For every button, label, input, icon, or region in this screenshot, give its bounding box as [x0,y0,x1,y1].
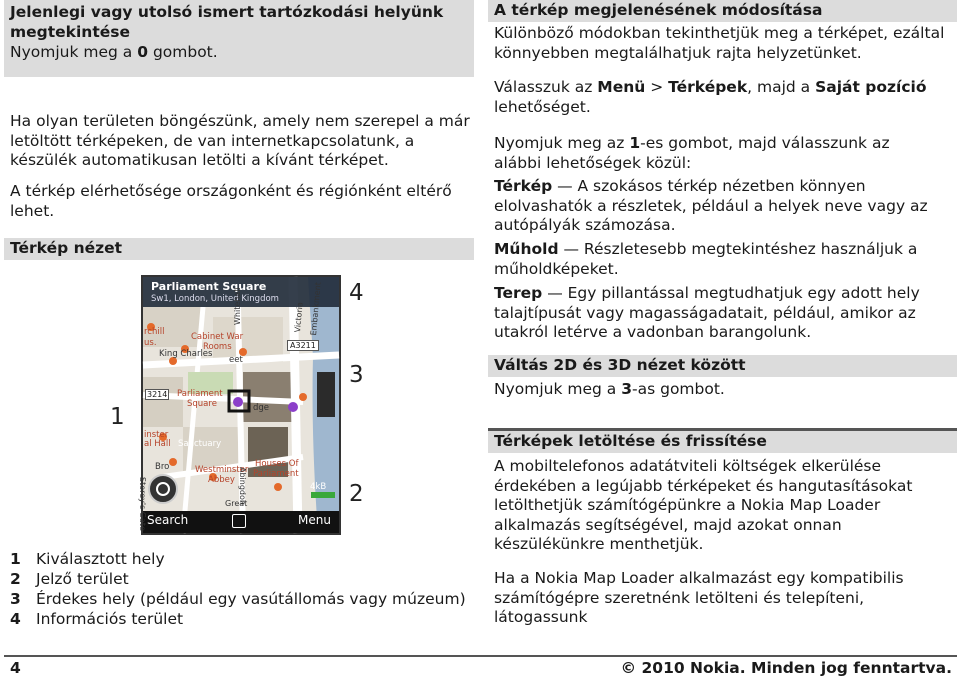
map-label-us: us. [144,338,157,348]
s1-select-instruction: Válasszuk az Menü > Térképek, majd a Saját pozíció lehetőséget. [494,78,927,116]
s2-header [488,355,957,377]
map-label-bro: Bro [155,462,170,472]
s1-title: A térkép megjelenésének módosítása [494,1,823,19]
s3-header [488,431,957,453]
map-label-abingdon: Abingdon [238,467,247,505]
s1-paragraph: Különböző módokban tekinthetjük meg a térképet, ezáltal könnyebben megtalálhatjuk rajta helyzetünket. [494,24,945,62]
copyright: © 2010 Nokia. Minden jog fenntartva. [620,659,952,677]
map-place-subtitle: Sw1, London, United Kingdom [151,294,279,304]
auto-download-paragraph: Ha olyan területen böngészünk, amely nem szerepel a már letöltött térképeken, de van internetkapcsolatunk, a készülék automatikusan letölti a kívánt térképet. [10,112,470,169]
map-label-embankment: Embankment [309,281,323,336]
callout-4: 4 [349,280,364,306]
map-label-sanctuary: Sanctuary [178,439,222,449]
map-label-westminster: Westminster [195,465,249,475]
map-label-dge: dge [253,403,270,413]
map-label-inster: inster [144,430,169,440]
s3-title: Térképek letöltése és frissítése [494,432,767,450]
map-screenshot [138,275,341,535]
map-view-title: Térkép nézet [10,239,123,257]
s3-paragraph-1: A mobiltelefonos adatátviteli költségek elkerülése érdekében a legújabb térképeket és hangutasításokat letölthetjük számítógépünkre a Nokia Map Loader alkalmazás segítségével, majd azokat onnan készülékünkre menthetjük. [494,457,913,553]
current-location-instruction: Nyomjuk meg a 0 gombot. [10,43,218,61]
map-label-cabinet: Cabinet War [191,332,244,342]
availability-paragraph: A térkép elérhetősége országonként és régiónként eltérő lehet. [10,182,452,220]
softkey-menu[interactable]: Menu [298,513,331,527]
s2-title: Váltás 2D és 3D nézet között [494,356,746,374]
footer-rule [4,655,957,657]
softkey-menu-icon[interactable] [232,514,246,528]
callout-2: 2 [349,481,364,507]
legend-item: 4 Információs terület [10,610,184,628]
map-data-counter: 4kB [310,482,327,492]
map-label-alhall: al Hall [144,439,171,449]
legend-item: 2 Jelző terület [10,570,129,588]
s1-press-instruction: Nyomjuk meg az 1-es gombot, majd válasszunk az alábbi lehetőségek közül: [494,134,890,172]
softkey-search[interactable]: Search [147,513,189,527]
legend-item: 1 Kiválasztott hely [10,550,165,568]
option-satellite: Műhold — Részletesebb megtekintéshez használjuk a műholdképeket. [494,240,918,278]
map-label-houses: Houses Of [255,459,299,469]
s2-instruction: Nyomjuk meg a 3-as gombot. [494,380,725,398]
map-label-churchill: rchill [144,327,165,337]
map-road-label-2: 3214 [147,390,168,399]
map-view-header [4,238,474,260]
map-label-rooms: Rooms [203,342,232,352]
legend-item: 3 Érdekes hely (például egy vasútállomás vagy múzeum) [10,590,466,608]
s3-paragraph-2: Ha a Nokia Map Loader alkalmazást egy kompatibilis számítógépre szeretnénk letölteni és telepíteni, látogassunk [494,569,904,626]
map-label-square: Square [187,399,217,409]
map-road-label: A3211 [287,340,319,351]
map-label-parliament: Parliament [177,389,223,399]
callout-1: 1 [110,404,125,430]
current-location-box [4,0,474,77]
page-number: 4 [10,659,21,677]
map-label-abbey: Abbey [208,475,235,485]
map-label-whitehall: Whitehall [233,287,242,325]
current-location-title: Jelenlegi vagy utolsó ismert tartózkodási helyünk megtekintése [10,3,444,41]
option-terrain: Terep — Egy pillantással megtudhatjuk egy adott hely talajtípusát vagy magasságadatait, például, amikor az utakról letérve a vadonban barangolunk. [494,284,920,341]
option-map: Térkép — A szokásos térkép nézetben könnyen elolvashatók a részletek, például a helyek neve vagy az autópályák számozása. [494,177,928,234]
map-label-victoria: Victoria [293,301,305,333]
map-legend [10,549,466,629]
map-label-kingcharles: King Charles [159,349,213,359]
map-label-parliament-2: Parliament [253,469,299,479]
s1-header [488,0,957,22]
map-label-eet: eet [229,355,243,365]
map-place-title: Parliament Square [151,280,267,293]
callout-3: 3 [349,362,364,388]
map-label-storeys-gate: Storey's Gate [138,477,147,531]
map-label-great: Great [225,499,248,508]
